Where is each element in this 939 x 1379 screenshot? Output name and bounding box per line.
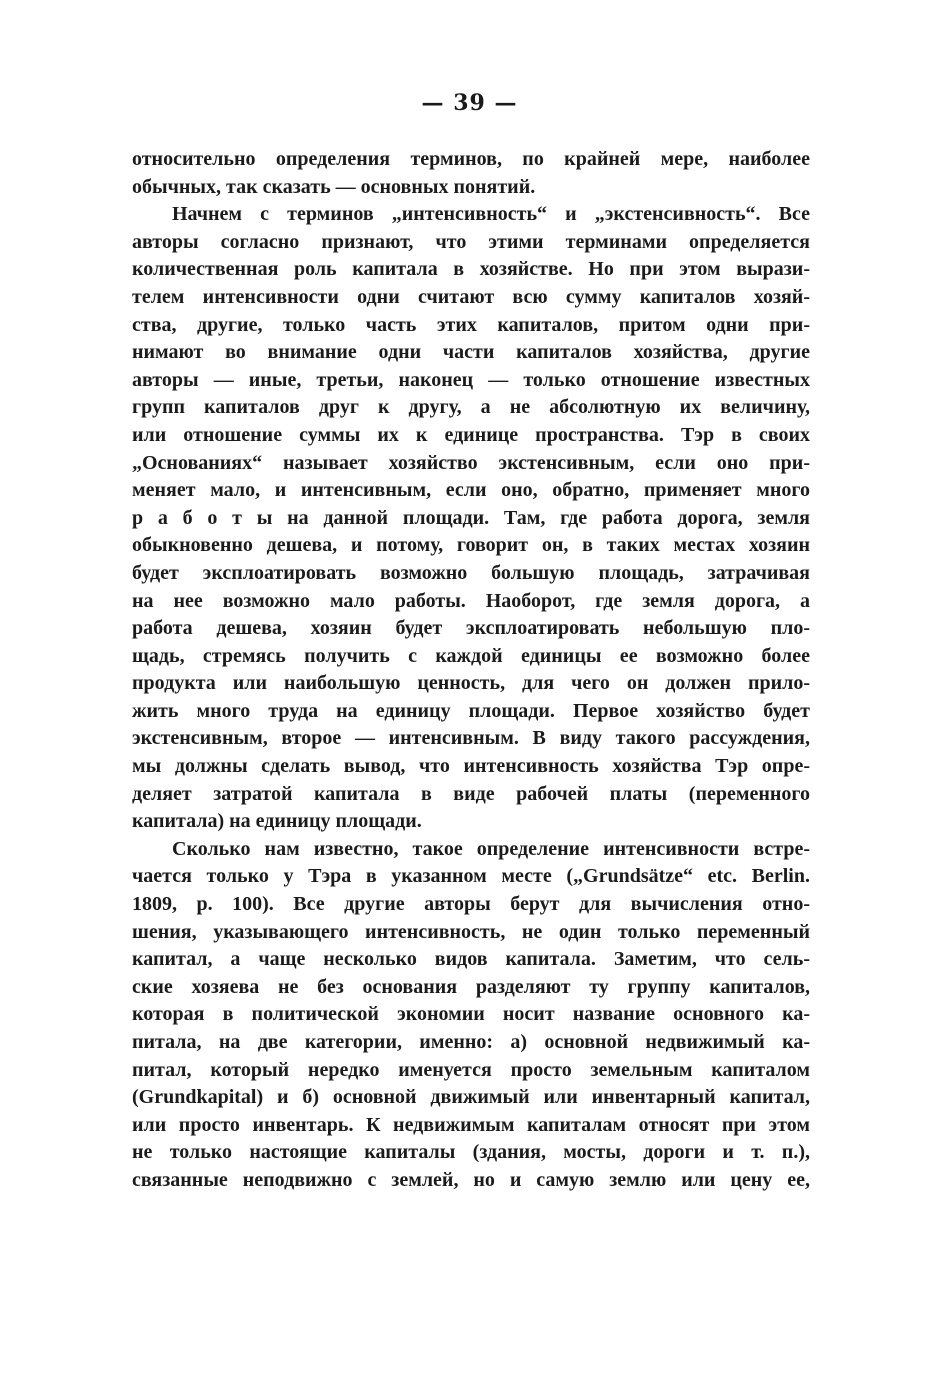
- text-line: капитал, а чаще несколько видов капитала. Заметим, что сель-: [132, 948, 810, 971]
- text-line: или отношение суммы их к единице пространства. Тэр в своих: [132, 423, 810, 446]
- text-line: р а б о т ы на данной площади. Там, где работа дорога, земля: [132, 506, 810, 529]
- text-line: относительно определения терминов, по крайней мере, наиболее: [132, 148, 810, 170]
- text-line: (Grundkapital) и б) основной движимый или инвентарный капитал,: [132, 1086, 810, 1109]
- text-line: ства, другие, только часть этих капиталов, притом одни при-: [132, 313, 810, 336]
- text-line: связанные неподвижно с землей, но и самую землю или цену ее,: [132, 1168, 810, 1191]
- text-line: щадь, стремясь получить с каждой единицы ее возможно более: [132, 644, 810, 667]
- text-line: будет эксплоатировать возможно большую площадь, затрачивая: [132, 561, 810, 584]
- text-line: чается только у Тэра в указанном месте („Grundsätze“ etc. Berlin.: [132, 865, 810, 888]
- text-line: количественная роль капитала в хозяйстве. Но при этом вырази-: [132, 258, 810, 281]
- text-line: 1809, p. 100). Все другие авторы берут для вычисления отно-: [132, 893, 810, 916]
- text-line: ские хозяева не без основания разделяют ту группу капиталов,: [132, 975, 810, 998]
- text-line: не только настоящие капиталы (здания, мосты, дороги и т. п.),: [132, 1141, 810, 1164]
- text-line: на нее возможно мало работы. Наоборот, где земля дорога, а: [132, 589, 810, 612]
- page-number: — 39 —: [421, 90, 518, 116]
- text-line: жить много труда на единицу площади. Первое хозяйство будет: [132, 699, 810, 722]
- text-line: обычных, так сказать — основных понятий.: [132, 175, 536, 198]
- text-line: питала, на две категории, именно: а) основной недвижимый ка-: [132, 1031, 810, 1053]
- text-line: мы должны сделать вывод, что интенсивность хозяйства Тэр опре-: [132, 755, 810, 778]
- text-line: Начнем с терминов „интенсивность“ и „экстенсивность“. Все: [172, 203, 810, 226]
- text-line: работа дешева, хозяин будет эксплоатировать небольшую пло-: [132, 617, 810, 640]
- text-line: экстенсивным, второе — интенсивным. В виду такого рассуждения,: [132, 727, 810, 750]
- text-line: которая в политической экономии носит название основного ка-: [132, 1003, 810, 1026]
- text-line: обыкновенно дешева, и потому, говорит он, в таких местах хозяин: [132, 534, 810, 557]
- text-line: шения, указывающего интенсивность, не один только переменный: [132, 920, 810, 943]
- text-line: или просто инвентарь. К недвижимым капиталам относят при этом: [132, 1113, 810, 1136]
- text-line: продукта или наибольшую ценность, для чего он должен прило-: [132, 672, 810, 695]
- text-line: Сколько нам известно, такое определение интенсивности встре-: [172, 837, 810, 860]
- text-line: „Основаниях“ называет хозяйство экстенсивным, если оно при-: [132, 451, 810, 474]
- text-line: авторы согласно признают, что этими терминами определяется: [132, 230, 810, 253]
- text-line: капитала) на единицу площади.: [132, 810, 422, 833]
- text-line: авторы — иные, третьи, наконец — только отношение известных: [132, 368, 810, 391]
- body-text: [132, 146, 810, 1195]
- text-line: меняет мало, и интенсивным, если оно, обратно, применяет много: [132, 479, 810, 502]
- text-line: групп капиталов друг к другу, а не абсолютную их величину,: [132, 396, 810, 419]
- text-line: питал, который нередко именуется просто земельным капиталом: [132, 1058, 810, 1081]
- text-line: деляет затратой капитала в виде рабочей платы (переменного: [132, 782, 810, 805]
- text-line: телем интенсивности одни считают всю сумму капиталов хозяй-: [132, 285, 810, 308]
- text-line: нимают во внимание одни части капиталов хозяйства, другие: [132, 341, 810, 364]
